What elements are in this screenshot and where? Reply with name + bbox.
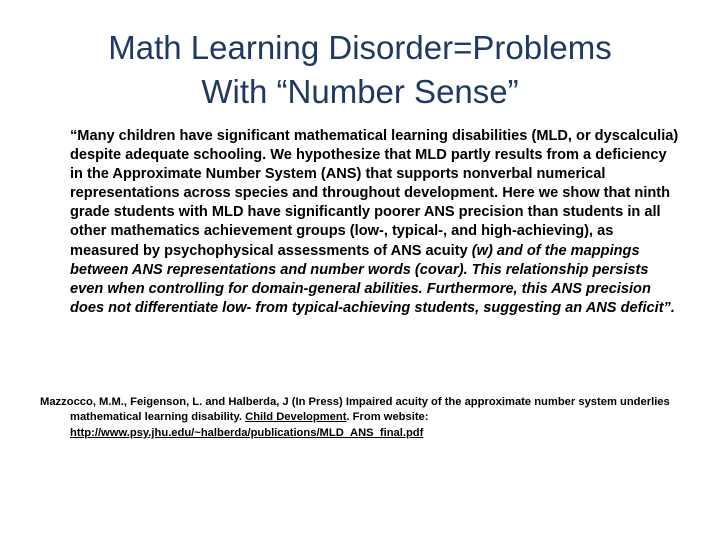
slide-title — [40, 26, 680, 114]
quote-text: “Many children have significant mathematical learning disabilities (MLD, or dyscalculia) despite adequate schooling. We hypothesize that MLD partly results from a deficiency in the Approximate Number System (ANS) that supports nonverbal numerical representations across species and throughout development. Here we show that ninth grade students with MLD have significantly poorer ANS precision than students in all other mathematics achievement groups (low-, typical-, and high-achieving), as measured by psychophysical assessments of ANS acuity — [70, 128, 679, 259]
citation-text: Mazzocco, M.M., Feigenson, L. and Halberda, J (In Press) Impaired acuity of the approximate number system underlies mathematical learning disability. — [40, 396, 670, 424]
slide-title-line-2: With “Number Sense” — [201, 73, 519, 110]
citation-after-journal: . From website: — [346, 411, 429, 424]
slide-title-line-1: Math Learning Disorder=Problems — [108, 29, 612, 66]
quote-italic-text: (w) and of the mappings between ANS representations and number words (covar). This relationship persists even when controlling for domain-general abilities. Furthermore, this ANS precision does not differentiate low- from typical-achieving students, suggesting an ANS deficit”. — [70, 242, 675, 316]
citation — [40, 395, 710, 441]
citation-link[interactable]: http://www.psy.jhu.edu/~halberda/publications/MLD_ANS_final.pdf — [70, 426, 424, 439]
citation-journal: Child Development — [245, 411, 347, 424]
quote-paragraph — [70, 127, 682, 318]
